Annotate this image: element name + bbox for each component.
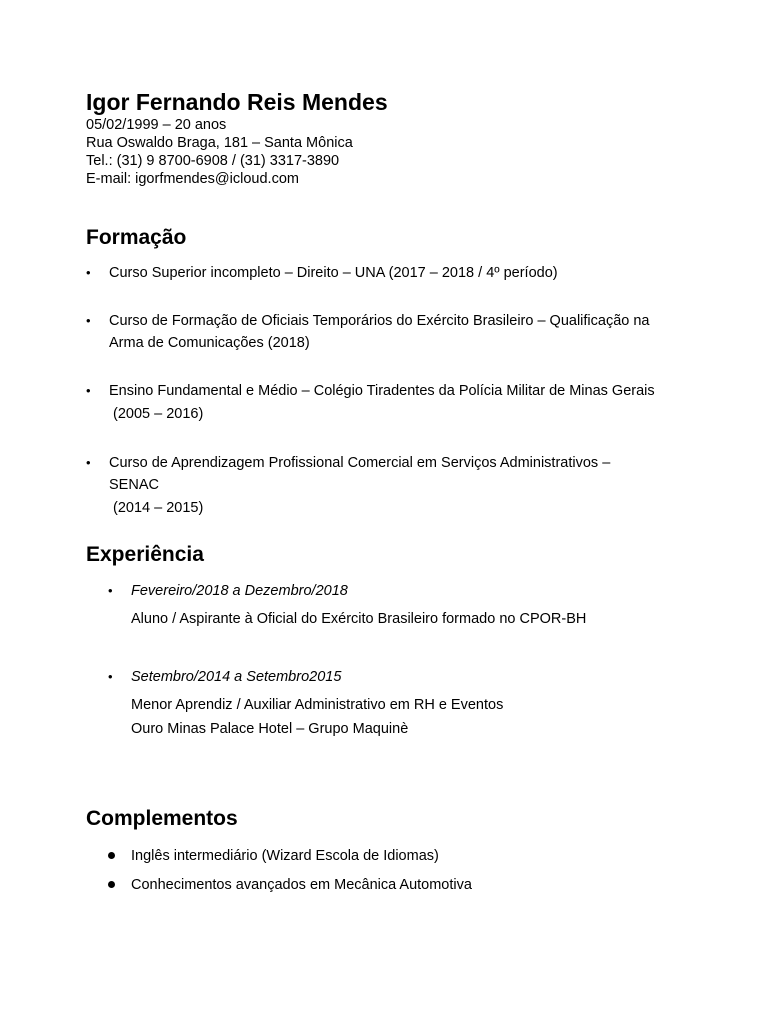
bullet-icon: • [86,313,91,328]
resume-name: Igor Fernando Reis Mendes [86,89,388,115]
complementos-item-2: Conhecimentos avançados em Mecânica Automotiva [131,877,472,893]
formacao-item-2-line-2: Arma de Comunicações (2018) [109,335,310,351]
section-title-complementos: Complementos [86,807,238,830]
formacao-item-4-line-1: Curso de Aprendizagem Profissional Comercial em Serviços Administrativos – [109,455,611,471]
birth-info: 05/02/1999 – 20 anos [86,117,227,133]
email-info: E-mail: igorfmendes@icloud.com [86,171,299,187]
formacao-item-4-line-2: SENAC [109,477,159,493]
formacao-item-3-line-2: (2005 – 2016) [109,406,204,422]
bullet-icon [108,881,115,888]
bullet-icon: • [108,669,113,684]
section-title-experiencia: Experiência [86,543,204,566]
experiencia-item-2-detail-2: Ouro Minas Palace Hotel – Grupo Maquinè [131,721,409,737]
formacao-item-4-line-3: (2014 – 2015) [109,500,204,516]
experiencia-item-2-period: Setembro/2014 a Setembro2015 [131,669,342,685]
experiencia-item-2-detail-1: Menor Aprendiz / Auxiliar Administrativo em RH e Eventos [131,697,504,713]
formacao-item-2-line-1: Curso de Formação de Oficiais Temporários do Exército Brasileiro – Qualificação na [109,313,650,329]
bullet-icon: • [108,583,113,598]
bullet-icon: • [86,383,91,398]
phone-info: Tel.: (31) 9 8700-6908 / (31) 3317-3890 [86,153,340,169]
bullet-icon: • [86,455,91,470]
bullet-icon: • [86,265,91,280]
section-title-formacao: Formação [86,226,187,249]
complementos-item-1: Inglês intermediário (Wizard Escola de Idiomas) [131,848,439,864]
address-info: Rua Oswaldo Braga, 181 – Santa Mônica [86,135,353,151]
bullet-icon [108,852,115,859]
formacao-item-3-line-1: Ensino Fundamental e Médio – Colégio Tiradentes da Polícia Militar de Minas Gerais [109,383,655,399]
experiencia-item-1-period: Fevereiro/2018 a Dezembro/2018 [131,583,348,599]
formacao-item-1-line-1: Curso Superior incompleto – Direito – UNA (2017 – 2018 / 4º período) [109,265,558,281]
experiencia-item-1-detail-1: Aluno / Aspirante à Oficial do Exército Brasileiro formado no CPOR-BH [131,611,587,627]
